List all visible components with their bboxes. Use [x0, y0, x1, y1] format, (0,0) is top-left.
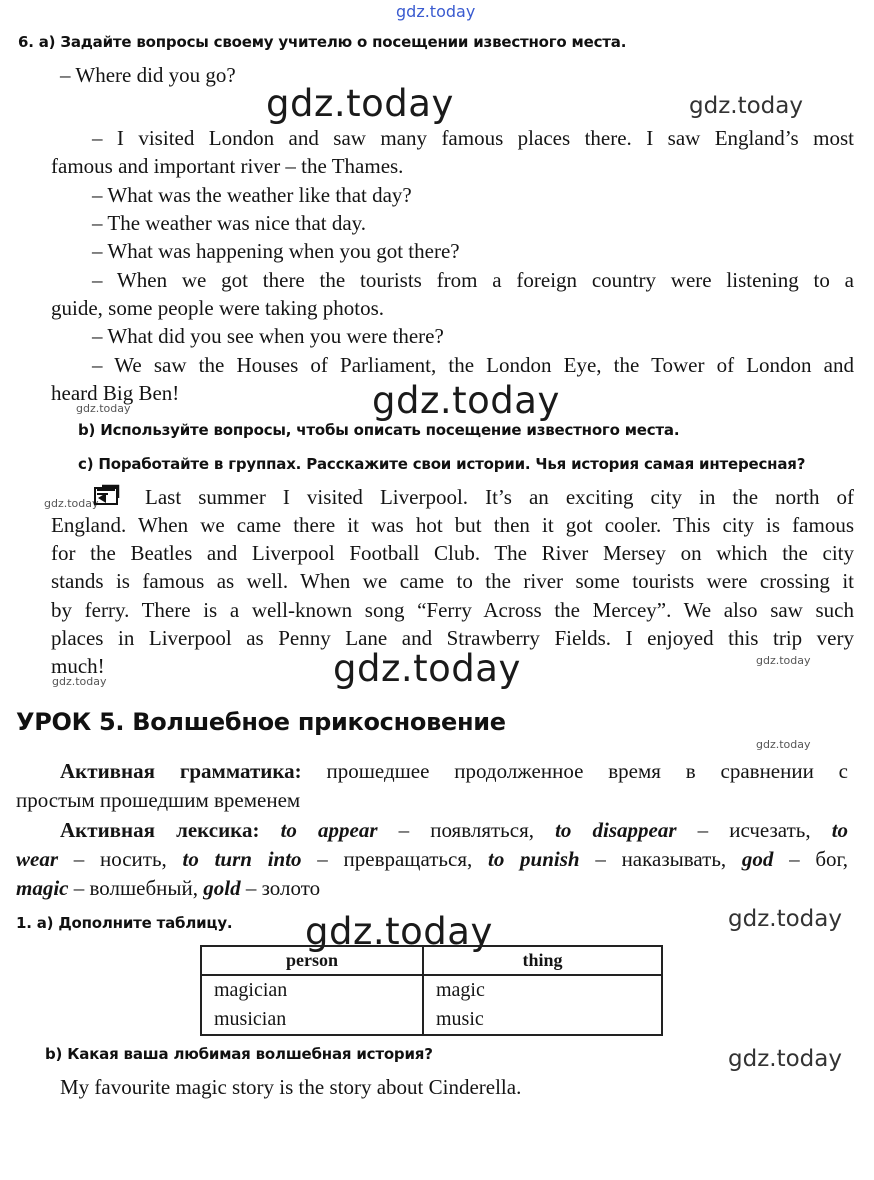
dash: – — [676, 818, 730, 842]
task-1a: 1. а) Дополните таблицу. — [16, 914, 233, 932]
lesson-heading: УРОК 5. Волшебное прикосновение — [16, 708, 506, 736]
vocab-translation: волшебный — [89, 876, 193, 900]
watermark: gdz.today — [52, 675, 107, 688]
watermark: gdz.today — [76, 402, 131, 415]
word-table — [200, 945, 663, 1036]
vocab-term: to turn into — [182, 847, 302, 871]
dialogue-line: – When we got there the tourists from a foreign country were listening to a — [92, 268, 854, 292]
vocab-translation: наказывать — [621, 847, 721, 871]
dialogue-line: – What did you see when you were there? — [92, 324, 444, 348]
vocab-term: gold — [203, 876, 241, 900]
watermark: gdz.today — [728, 1046, 842, 1072]
dash: – — [68, 876, 90, 900]
dialogue-line: heard Big Ben! — [51, 381, 180, 405]
vocab-translation: бог — [815, 847, 843, 871]
task-6a: 6. а) Задайте вопросы своему учителю о посещении известного места. — [18, 33, 627, 51]
vocab-line-1: Активная лексика: to appear – появляться, to disappear – исчезать, to — [60, 818, 849, 842]
table-row — [201, 975, 662, 1035]
table-cell-text: musician — [214, 1008, 287, 1030]
vocab-term: to punish — [487, 847, 580, 871]
dialogue-line: – I visited London and saw many famous places there. I saw England’s most — [92, 126, 854, 150]
dash: – — [579, 847, 622, 871]
answer-1b: My favourite magic story is the story about Cinderella. — [60, 1075, 522, 1099]
vocab-label: Активная лексика: — [60, 818, 260, 842]
story-line: stands is famous as well. When we came to the river some tourists were crossing it — [51, 569, 854, 593]
vocab-translation: исчезать — [729, 818, 806, 842]
task-6b: b) Используйте вопросы, чтобы описать посещение известного места. — [78, 421, 680, 439]
dash: – — [301, 847, 344, 871]
vocab-term: to appear — [280, 818, 378, 842]
table-header: person — [201, 946, 423, 975]
watermark: gdz.today — [44, 497, 99, 510]
vocab-translation: золото — [261, 876, 321, 900]
watermark: gdz.today — [305, 910, 493, 953]
table-cell-text: magician — [214, 979, 288, 1001]
watermark: gdz.today — [756, 738, 811, 751]
table-header: thing — [423, 946, 662, 975]
table-header-row — [201, 946, 662, 975]
story-line: England. When we came there it was hot but then it got cooler. This city is famous — [51, 513, 854, 537]
watermark-top: gdz.today — [396, 2, 476, 21]
watermark: gdz.today — [333, 647, 521, 690]
vocab-translation: носить — [99, 847, 162, 871]
vocab-term: magic — [16, 876, 69, 900]
story-line: places in Liverpool as Penny Lane and Strawberry Fields. I enjoyed this trip very — [51, 626, 854, 650]
vocab-term: wear — [16, 847, 58, 871]
table-cell — [201, 975, 423, 1035]
grammar-line — [60, 757, 848, 785]
table-cell — [423, 975, 662, 1035]
story-line: for the Beatles and Liverpool Football Club. The River Mersey on which the city — [51, 541, 854, 565]
book-icon — [94, 484, 120, 506]
dialogue-line: famous and important river – the Thames. — [51, 154, 404, 178]
table-cell-text: music — [436, 1008, 484, 1030]
dialogue-line: – What was the weather like that day? — [92, 183, 412, 207]
task-1b: b) Какая ваша любимая волшебная история? — [45, 1045, 433, 1063]
vocab-term: to — [831, 818, 849, 842]
watermark: gdz.today — [689, 93, 803, 119]
vocab-translation: появляться — [430, 818, 529, 842]
grammar-label: Активная грамматика: — [60, 759, 302, 783]
vocab-line-3: magic – волшебный, gold – золото — [16, 876, 321, 900]
watermark: gdz.today — [266, 82, 454, 125]
watermark: gdz.today — [372, 379, 560, 422]
watermark: gdz.today — [756, 654, 811, 667]
dash: – — [773, 847, 816, 871]
dialogue-line: – We saw the Houses of Parliament, the London Eye, the Tower of London and — [92, 353, 854, 377]
vocab-translation: превращаться — [343, 847, 467, 871]
story-line: much! — [51, 654, 105, 678]
dialogue-line: – Where did you go? — [60, 63, 236, 87]
grammar-text: прошедшее продолженное время в сравнении с — [301, 759, 848, 783]
story-line: by ferry. There is a well-known song “Ferry Across the Mercey”. We also saw such — [51, 598, 854, 622]
vocab-line-2: wear – носить, to turn into – превращаться, to punish – наказывать, god – бог, — [16, 847, 849, 871]
grammar-line-2: простым прошедшим временем — [16, 788, 301, 812]
table-cell-text: magic — [436, 979, 485, 1001]
dialogue-line: – The weather was nice that day. — [92, 211, 367, 235]
task-6c: c) Поработайте в группах. Расскажите свои истории. Чья история самая интересная? — [78, 455, 806, 473]
vocab-term: to disappear — [555, 818, 677, 842]
dash: – — [58, 847, 100, 871]
dialogue-line: guide, some people were taking photos. — [51, 296, 385, 320]
vocab-term: god — [741, 847, 774, 871]
dash: – — [240, 876, 262, 900]
story-line: Last summer I visited Liverpool. It’s an exciting city in the north of — [145, 485, 854, 509]
dash: – — [377, 818, 431, 842]
dialogue-line: – What was happening when you got there? — [92, 239, 460, 263]
watermark: gdz.today — [728, 906, 842, 932]
